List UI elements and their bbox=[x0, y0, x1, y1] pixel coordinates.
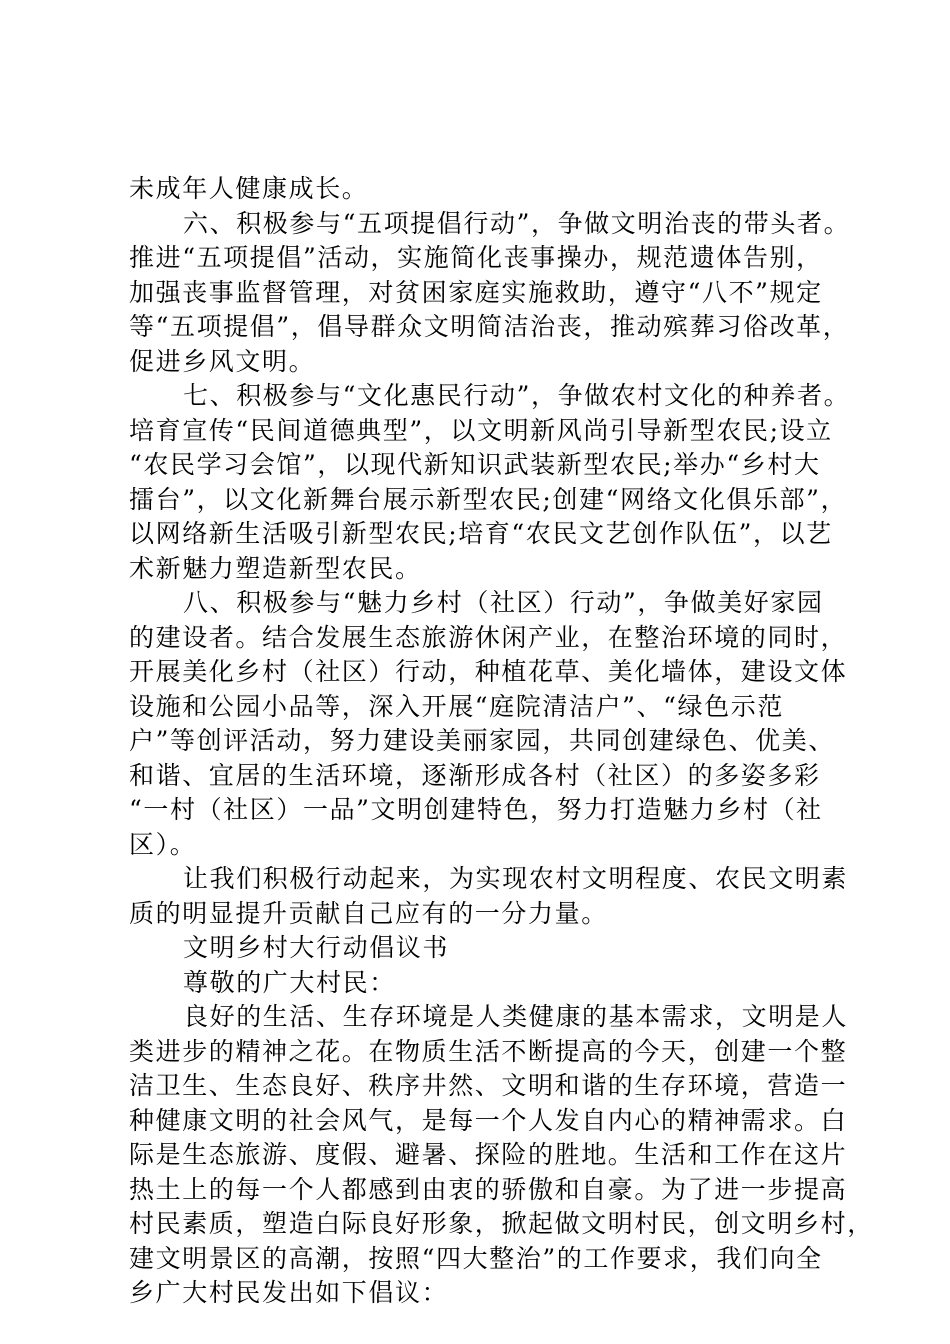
text-line: 推进“五项提倡”活动，实施简化丧事操办，规范遗体告别， bbox=[129, 243, 823, 272]
text-line: 加强丧事监督管理，对贫困家庭实施救助，遵守“八不”规定 bbox=[129, 277, 823, 307]
text-line: 热土上的每一个人都感到由衷的骄傲和自豪。为了进一步提高 bbox=[129, 1174, 848, 1204]
text-line: 擂台”，以文化新舞台展示新型农民;创建“网络文化俱乐部”， bbox=[129, 484, 848, 514]
text-line: 户”等创评活动，努力建设美丽家园，共同创建绿色、优美、 bbox=[129, 726, 835, 755]
paragraph-first-line: 七、积极参与“文化惠民行动”，争做农村文化的种养者。 bbox=[183, 381, 851, 410]
text-line: “一村（社区）一品”文明创建特色，努力打造魅力乡村（社 bbox=[129, 795, 823, 824]
paragraph-first-line: 尊敬的广大村民： bbox=[183, 967, 396, 997]
paragraph-first-line: 八、积极参与“魅力乡村（社区）行动”，争做美好家园 bbox=[183, 588, 824, 617]
text-line: 乡广大村民发出如下倡议： bbox=[129, 1278, 449, 1307]
text-line: 质的明显提升贡献自己应有的一分力量。 bbox=[129, 898, 608, 928]
text-line: 设施和公园小品等，深入开展“庭院清洁户”、“绿色示范 bbox=[129, 691, 784, 721]
text-line: 开展美化乡村（社区）行动，种植花草、美化墙体，建设文体 bbox=[129, 657, 848, 686]
text-line: 术新魅力塑造新型农民。 bbox=[129, 553, 422, 583]
text-line: 际是生态旅游、度假、避暑、探险的胜地。生活和工作在这片 bbox=[129, 1140, 848, 1169]
text-line: 等“五项提倡”，倡导群众文明简洁治丧，推动殡葬习俗改革， bbox=[129, 312, 850, 341]
text-line: 建文明景区的高潮，按照“四大整治”的工作要求，我们向全 bbox=[129, 1243, 823, 1273]
text-line: 以网络新生活吸引新型农民;培育“农民文艺创作队伍”，以艺 bbox=[129, 519, 833, 548]
text-line: 类进步的精神之花。在物质生活不断提高的今天，创建一个整 bbox=[129, 1036, 848, 1066]
paragraph-first-line: 让我们积极行动起来，为实现农村文明程度、农民文明素 bbox=[183, 864, 849, 893]
paragraph-first-line: 良好的生活、生存环境是人类健康的基本需求，文明是人 bbox=[183, 1002, 849, 1031]
text-line: “农民学习会馆”，以现代新知识武装新型农民;举办“乡村大 bbox=[129, 450, 821, 479]
paragraph-first-line: 六、积极参与“五项提倡行动”，争做文明治丧的带头者。 bbox=[183, 208, 851, 238]
text-line: 促进乡风文明。 bbox=[129, 346, 316, 376]
text-line: 未成年人健康成长。 bbox=[129, 174, 369, 203]
text-line: 和谐、宜居的生活环境，逐渐形成各村（社区）的多姿多彩 bbox=[129, 760, 821, 790]
text-line: 区）。 bbox=[129, 829, 197, 859]
document-body bbox=[129, 172, 874, 1311]
text-line: 种健康文明的社会风气，是每一个人发自内心的精神需求。白 bbox=[129, 1105, 848, 1135]
text-line: 培育宣传“民间道德典型”，以文明新风尚引导新型农民;设立 bbox=[129, 415, 833, 445]
text-line: 村民素质，塑造白际良好形象，掀起做文明村民，创文明乡村， bbox=[129, 1209, 874, 1238]
text-line: 的建设者。结合发展生态旅游休闲产业，在整治环境的同时， bbox=[129, 622, 848, 652]
paragraph-first-line: 文明乡村大行动倡议书 bbox=[183, 933, 450, 962]
text-line: 洁卫生、生态良好、秩序井然、文明和谐的生存环境，营造一 bbox=[129, 1071, 848, 1100]
